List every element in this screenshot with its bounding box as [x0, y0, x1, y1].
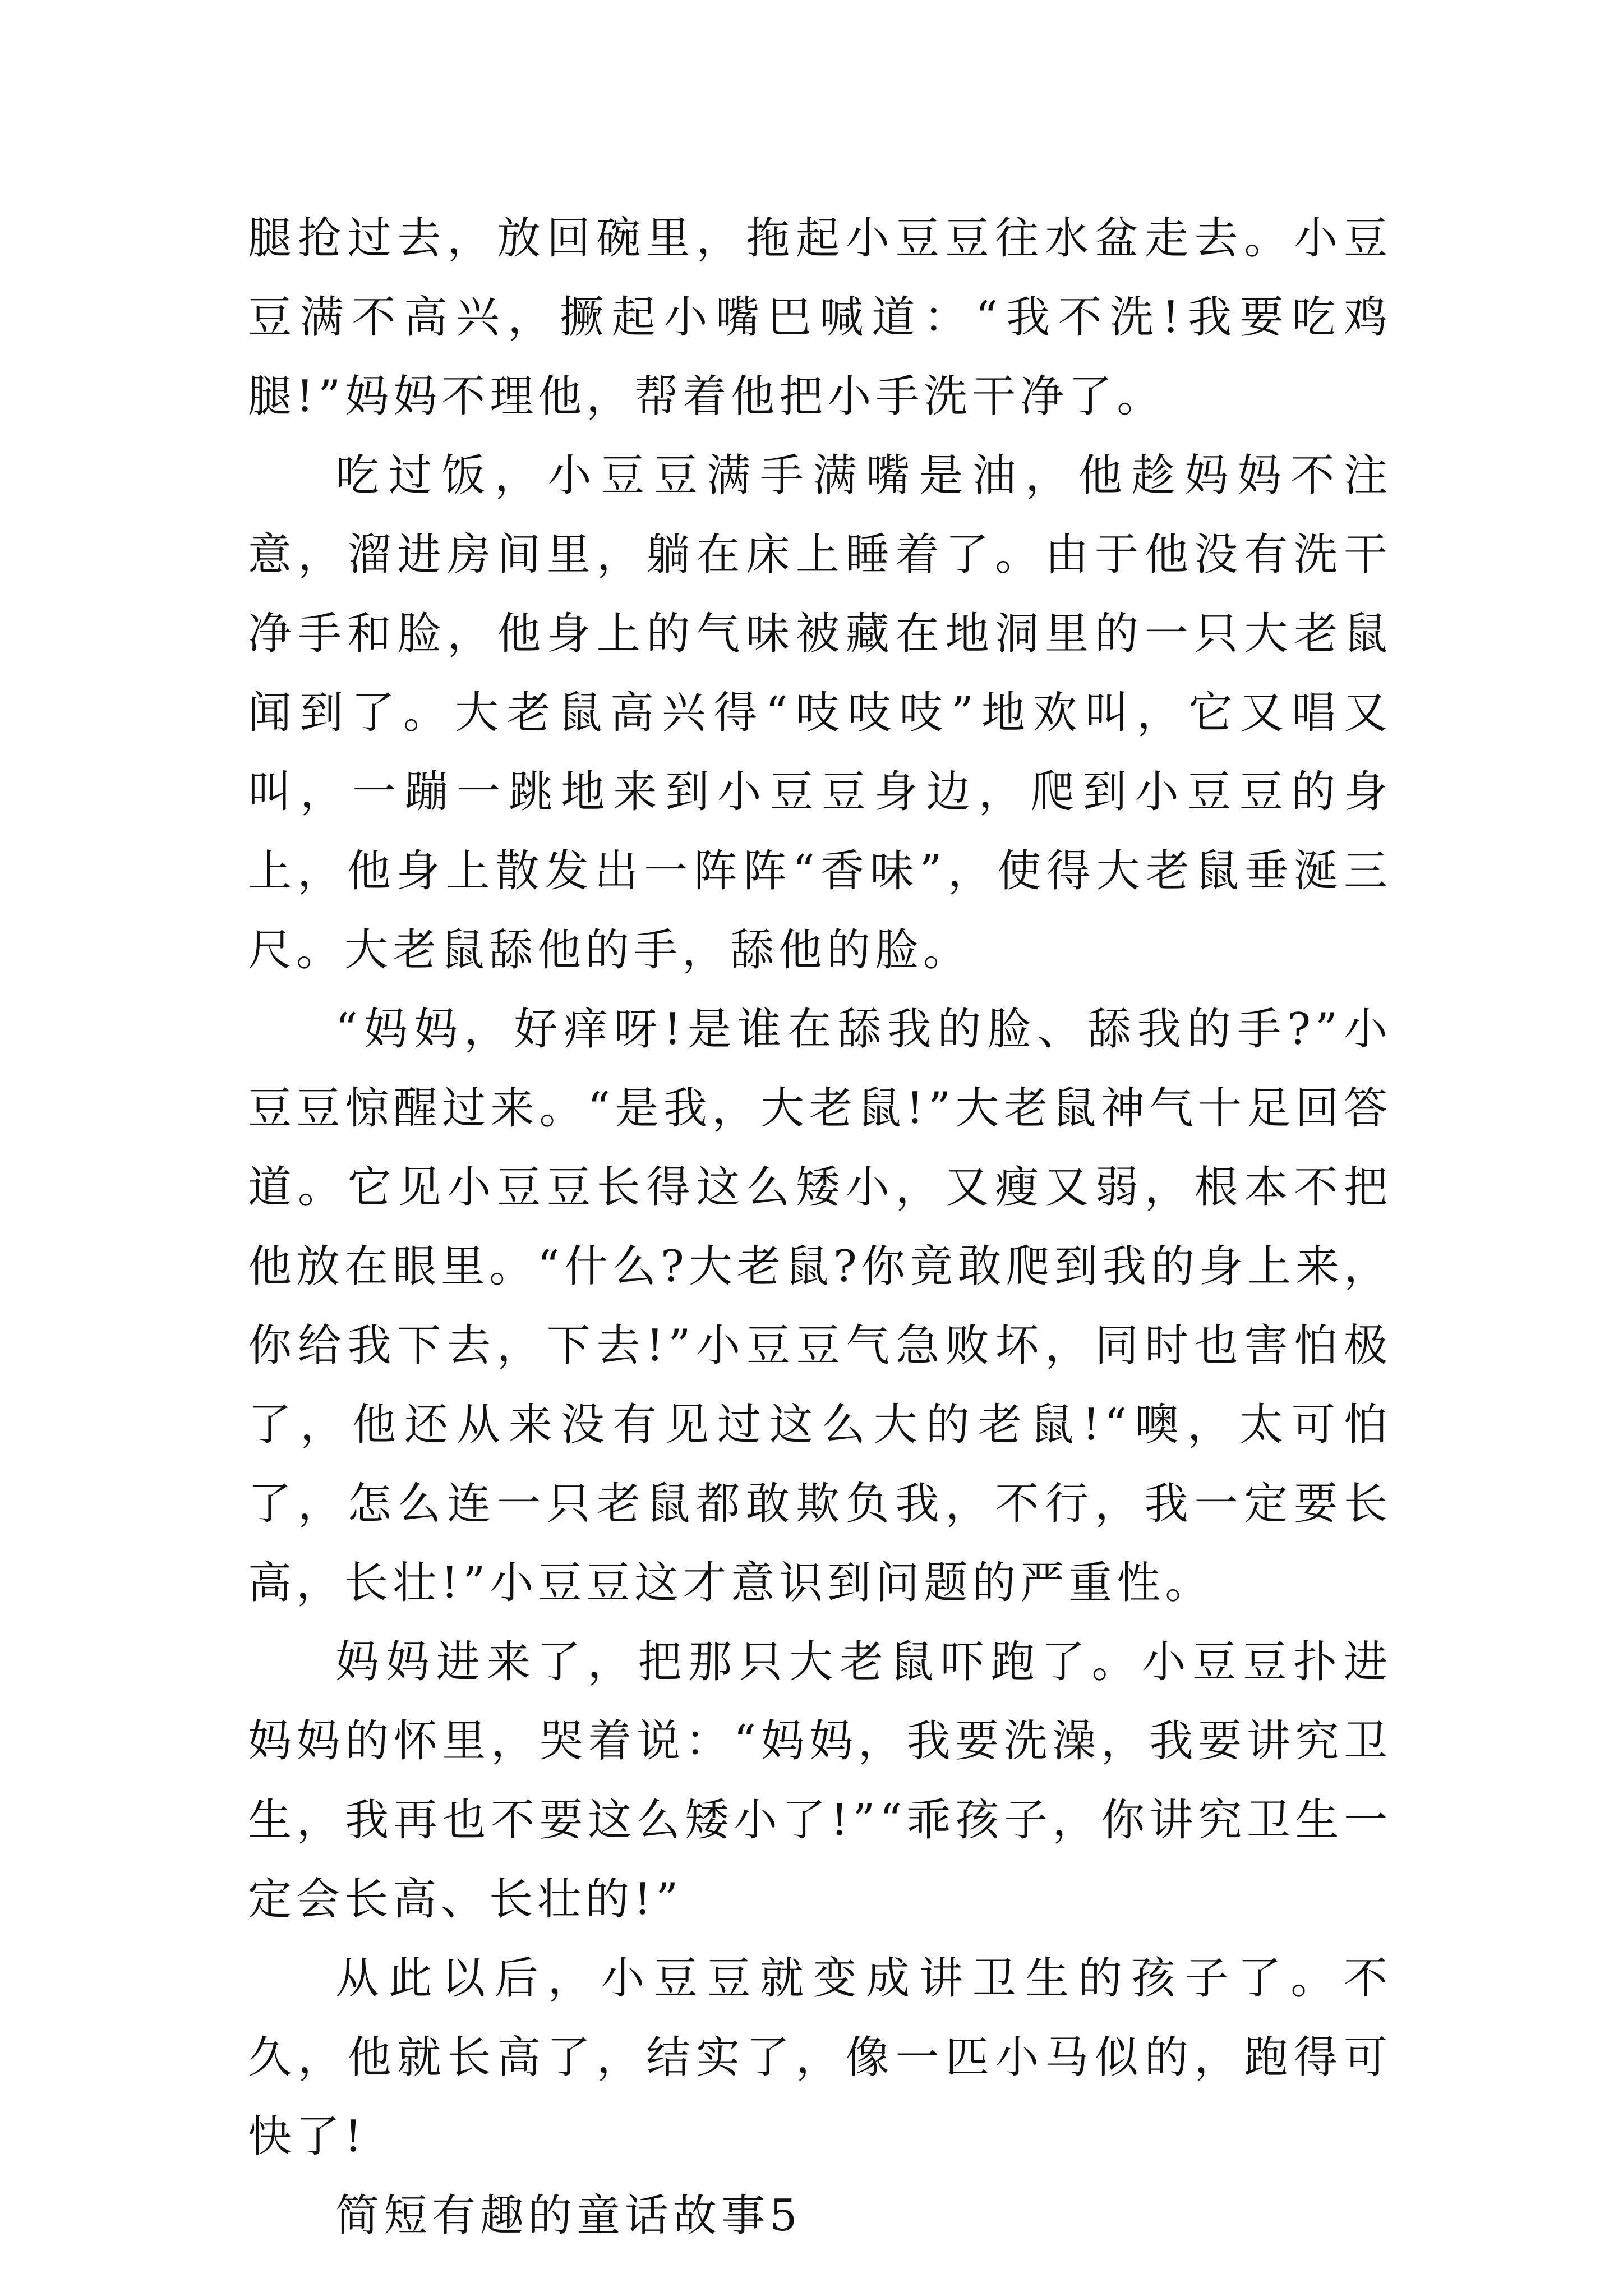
paragraph-2: 吃过饭，小豆豆满手满嘴是油，他趁妈妈不注意，溜进房间里，躺在床上睡着了。由于他没有洗干净手和脸，他身上的气味被藏在地洞里的一只大老鼠闻到了。大老鼠高兴得“吱吱吱”地欢叫，它又唱又叫，一蹦一跳地来到小豆豆身边，爬到小豆豆的身上，他身上散发出一阵阵“香味”，使得大老鼠垂涎三尺。大老鼠舔他的手，舔他的脸。: [248, 450, 1392, 976]
document-body: [248, 199, 1392, 2256]
section-heading: 简短有趣的童话故事5: [335, 2191, 802, 2241]
paragraph-5: 从此以后，小豆豆就变成讲卫生的孩子了。不久，他就长高了，结实了，像一匹小马似的，跑得可快了!: [248, 1953, 1392, 2162]
paragraph-1: 腿抢过去，放回碗里，拖起小豆豆往水盆走去。小豆豆满不高兴，撅起小嘴巴喊道：“我不洗!我要吃鸡腿!”妈妈不理他，帮着他把小手洗干净了。: [248, 213, 1392, 422]
paragraph-3: “妈妈，好痒呀!是谁在舔我的脸、舔我的手?”小豆豆惊醒过来。“是我，大老鼠!”大老鼠神气十足回答道。它见小豆豆长得这么矮小，又瘦又弱，根本不把他放在眼里。“什么?大老鼠?你竟敢爬到我的身上来，你给我下去，下去!”小豆豆气急败坏，同时也害怕极了，他还从来没有见过这么大的老鼠!“噢，太可怕了，怎么连一只老鼠都敢欺负我，不行，我一定要长高，长壮!”小豆豆这才意识到问题的严重性。: [248, 1004, 1392, 1608]
paragraph-4: 妈妈进来了，把那只大老鼠吓跑了。小豆豆扑进妈妈的怀里，哭着说：“妈妈，我要洗澡，我要讲究卫生，我再也不要这么矮小了!”“乖孩子，你讲究卫生一定会长高、长壮的!”: [248, 1637, 1392, 1925]
